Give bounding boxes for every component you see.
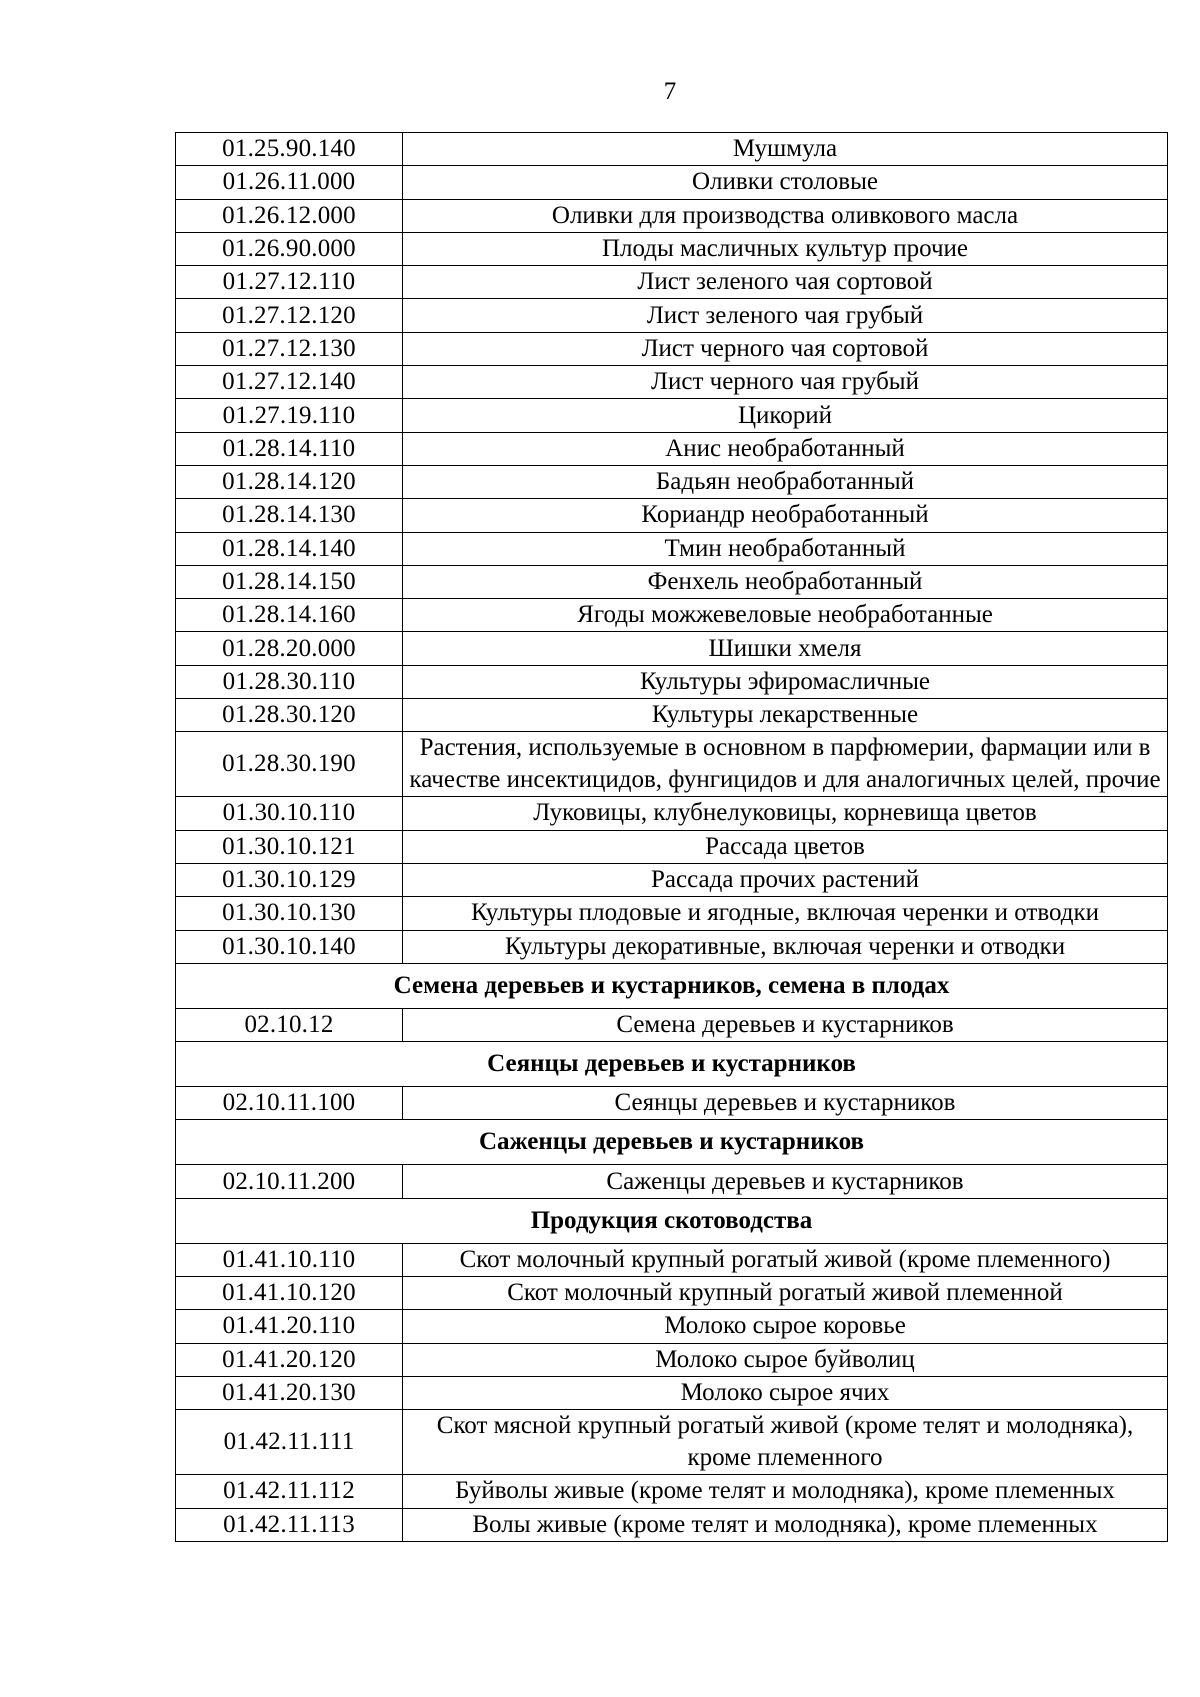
product-name: Плоды масличных культур прочие: [403, 232, 1168, 265]
table-row: [176, 332, 1168, 365]
table-row: [176, 1410, 1168, 1475]
product-code: 02.10.11.100: [176, 1087, 403, 1120]
product-name: Шишки хмеля: [403, 632, 1168, 665]
product-name: Лист черного чая грубый: [403, 366, 1168, 399]
product-name: Культуры лекарственные: [403, 699, 1168, 732]
product-name: Анис необработанный: [403, 432, 1168, 465]
table-row: [176, 863, 1168, 896]
section-title: Продукция скотоводства: [176, 1198, 1168, 1243]
product-code: 01.28.20.000: [176, 632, 403, 665]
product-code: 01.28.14.150: [176, 565, 403, 598]
table-row: [176, 1087, 1168, 1120]
product-code: 01.27.12.110: [176, 266, 403, 299]
table-row: [176, 133, 1168, 166]
product-name: Культуры эфиромасличные: [403, 665, 1168, 698]
table-row: [176, 532, 1168, 565]
product-name: Скот молочный крупный рогатый живой племенной: [403, 1277, 1168, 1310]
product-code: 01.25.90.140: [176, 133, 403, 166]
product-code: 02.10.11.200: [176, 1165, 403, 1198]
table-row: [176, 299, 1168, 332]
product-code: 01.28.14.120: [176, 465, 403, 498]
product-code: 01.26.11.000: [176, 166, 403, 199]
product-name: Сеянцы деревьев и кустарников: [403, 1087, 1168, 1120]
product-name: Лист зеленого чая грубый: [403, 299, 1168, 332]
table-row: [176, 830, 1168, 863]
product-code: 01.30.10.129: [176, 863, 403, 896]
product-name: Молоко сырое ячих: [403, 1376, 1168, 1409]
product-code: 01.26.12.000: [176, 199, 403, 232]
table-row: [176, 699, 1168, 732]
product-code: 01.30.10.140: [176, 930, 403, 963]
product-codes-table: [175, 132, 1168, 1542]
product-name: Молоко сырое коровье: [403, 1310, 1168, 1343]
table-row: [176, 1008, 1168, 1041]
product-code: 01.27.12.140: [176, 366, 403, 399]
product-name: Тмин необработанный: [403, 532, 1168, 565]
section-title: Сеянцы деревьев и кустарников: [176, 1042, 1168, 1087]
section-title: Семена деревьев и кустарников, семена в плодах: [176, 963, 1168, 1008]
product-name: Рассада прочих растений: [403, 863, 1168, 896]
product-name: Молоко сырое буйволиц: [403, 1343, 1168, 1376]
product-name: Буйволы живые (кроме телят и молодняка), кроме племенных: [403, 1475, 1168, 1508]
product-name: Кориандр необработанный: [403, 499, 1168, 532]
product-code: 01.30.10.110: [176, 797, 403, 830]
product-name: Луковицы, клубнелуковицы, корневища цветов: [403, 797, 1168, 830]
product-name: Мушмула: [403, 133, 1168, 166]
table-row: [176, 266, 1168, 299]
product-name: Скот молочный крупный рогатый живой (кроме племенного): [403, 1243, 1168, 1276]
product-name: Ягоды можжевеловые необработанные: [403, 599, 1168, 632]
product-code: 01.41.20.110: [176, 1310, 403, 1343]
product-code: 01.26.90.000: [176, 232, 403, 265]
product-name: Саженцы деревьев и кустарников: [403, 1165, 1168, 1198]
table-row: [176, 897, 1168, 930]
table-row: [176, 632, 1168, 665]
page-number: 7: [663, 78, 677, 105]
product-code: 01.28.14.130: [176, 499, 403, 532]
product-code: 01.28.14.160: [176, 599, 403, 632]
product-code: 01.28.30.110: [176, 665, 403, 698]
product-name: Семена деревьев и кустарников: [403, 1008, 1168, 1041]
product-code: 01.41.20.130: [176, 1376, 403, 1409]
table-row: [176, 797, 1168, 830]
table-row: [176, 1310, 1168, 1343]
product-name: Рассада цветов: [403, 830, 1168, 863]
product-name: Растения, используемые в основном в парфюмерии, фармации или в качестве инсектицидов, фунгицидов и для аналогичных целей, прочие: [403, 732, 1168, 797]
table-row: [176, 665, 1168, 698]
table-row: [176, 432, 1168, 465]
product-code: 02.10.12: [176, 1008, 403, 1041]
product-code: 01.42.11.111: [176, 1410, 403, 1475]
product-code: 01.28.30.190: [176, 732, 403, 797]
section-header-row: [176, 1198, 1168, 1243]
product-name: Лист зеленого чая сортовой: [403, 266, 1168, 299]
table-body: [176, 133, 1168, 1542]
table-row: [176, 199, 1168, 232]
table-row: [176, 399, 1168, 432]
product-name: Оливки столовые: [403, 166, 1168, 199]
section-header-row: [176, 1120, 1168, 1165]
product-code: 01.41.20.120: [176, 1343, 403, 1376]
product-name: Культуры плодовые и ягодные, включая черенки и отводки: [403, 897, 1168, 930]
table-row: [176, 499, 1168, 532]
product-code: 01.41.10.110: [176, 1243, 403, 1276]
product-name: Волы живые (кроме телят и молодняка), кроме племенных: [403, 1508, 1168, 1541]
product-name: Цикорий: [403, 399, 1168, 432]
table-row: [176, 1243, 1168, 1276]
product-name: Бадьян необработанный: [403, 465, 1168, 498]
product-code: 01.27.12.120: [176, 299, 403, 332]
table-row: [176, 1508, 1168, 1541]
product-name: Фенхель необработанный: [403, 565, 1168, 598]
table-row: [176, 232, 1168, 265]
product-code: 01.42.11.113: [176, 1508, 403, 1541]
table-row: [176, 930, 1168, 963]
product-code: 01.41.10.120: [176, 1277, 403, 1310]
section-header-row: [176, 1042, 1168, 1087]
product-name: Оливки для производства оливкового масла: [403, 199, 1168, 232]
product-name: Культуры декоративные, включая черенки и отводки: [403, 930, 1168, 963]
product-code: 01.30.10.121: [176, 830, 403, 863]
table-row: [176, 465, 1168, 498]
table-row: [176, 1376, 1168, 1409]
table-row: [176, 1343, 1168, 1376]
table-row: [176, 1165, 1168, 1198]
table-row: [176, 366, 1168, 399]
product-code: 01.27.12.130: [176, 332, 403, 365]
table-row: [176, 599, 1168, 632]
table-row: [176, 1277, 1168, 1310]
section-header-row: [176, 963, 1168, 1008]
product-name: Лист черного чая сортовой: [403, 332, 1168, 365]
product-code: 01.27.19.110: [176, 399, 403, 432]
product-code: 01.42.11.112: [176, 1475, 403, 1508]
section-title: Саженцы деревьев и кустарников: [176, 1120, 1168, 1165]
product-name: Скот мясной крупный рогатый живой (кроме телят и молодняка), кроме племенного: [403, 1410, 1168, 1475]
table-row: [176, 732, 1168, 797]
product-code: 01.28.14.110: [176, 432, 403, 465]
product-code: 01.28.30.120: [176, 699, 403, 732]
table-row: [176, 1475, 1168, 1508]
table-row: [176, 565, 1168, 598]
table-row: [176, 166, 1168, 199]
product-code: 01.28.14.140: [176, 532, 403, 565]
product-code: 01.30.10.130: [176, 897, 403, 930]
